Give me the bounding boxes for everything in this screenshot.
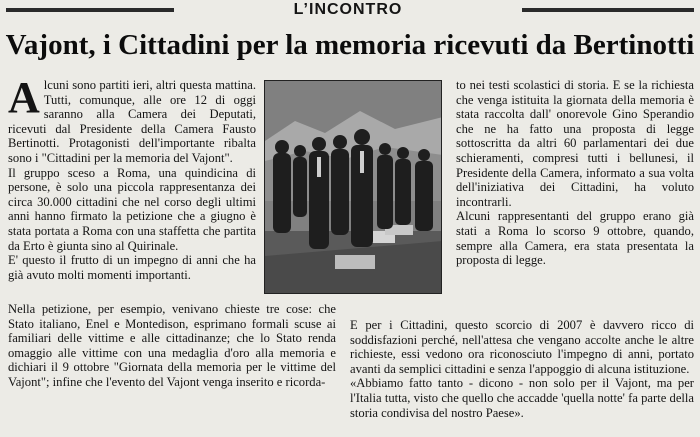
article-photo	[264, 80, 442, 294]
article-headline: Vajont, i Cittadini per la memoria ricevuti da Bertinotti	[5, 29, 695, 61]
article-paragraph: Alcuni rappresentanti del gruppo erano già stati a Roma lo scorso 9 ottobre, quando, sempre alla Camera, era stata presentata la proposta di legge.	[456, 209, 694, 268]
article-paragraph: «Abbiamo fatto tanto - dicono - non solo per il Vajont, ma per l'Italia tutta, visto che quello che accadde 'quella notte' fa parte della storia condivisa del nostro Paese».	[350, 376, 694, 420]
article-column-2	[456, 78, 694, 268]
article-paragraph: E per i Cittadini, questo scorcio di 2007 è davvero ricco di soddisfazioni perché, nell'attesa che vengano accolte anche le altre richieste, essi vedono ora riconosciuto l'impegno di anni, portato avanti da semplici cittadini e senza l'appoggio di alcuna istituzione.	[350, 318, 694, 376]
article-column-2-lower	[350, 318, 694, 420]
article-paragraph: Il gruppo sceso a Roma, una quindicina di persone, è solo una piccola rappresentanza dei circa 30.000 cittadini che nel corso degli ultimi anni hanno firmato la petizione che a giugno è stata portata a Roma con una staffetta che partita da Erto è giunta sino al Quirinale.	[8, 165, 256, 253]
article-paragraph: E' questo il frutto di un impegno di anni che ha già avuto molti momenti importanti.	[8, 253, 256, 282]
group-photo-illustration	[265, 81, 442, 294]
article-paragraph	[8, 73, 256, 166]
drop-cap: A	[8, 73, 40, 122]
article-paragraph: Nella petizione, per esempio, venivano chieste tre cose: che Stato italiano, Enel e Montedison, esprimano formali scuse ai familiari delle vittime e alle cittadinanze; che lo Stato renda omaggio alle vittime con una medaglia d'oro alla memoria e dichiari il 9 ottobre "Giornata della memoria per le vittime del Vajont"; infine che l'evento del Vajont venga inserito e ricorda-	[8, 302, 336, 389]
header-rule-right	[522, 8, 694, 12]
header-rule-left	[6, 8, 174, 12]
article-column-1	[8, 73, 256, 282]
section-kicker: L’INCONTRO	[293, 1, 403, 18]
article-paragraph: to nei testi scolastici di storia. E se la richiesta che venga istituita la giornata della memoria è stata raccolta dall' onorevole Gino Sperandio che ne ha fatto una proposta di legge sottoscritta da altri 60 parlamentari dei due schieramenti, compresi tutti i bellunesi, il Presidente della Camera, informato a sua volta dell'iniziativa dei Cittadini, ha voluto incontrarli.	[456, 78, 694, 209]
paragraph-text: lcuni sono partiti ieri, altri questa mattina. Tutti, comunque, alle ore 12 di oggi saranno alla Camera dei Deputati, ricevuti dal Presidente della Camera Fausto Bertinotti. Protagonisti dell'importante ribalta sono i "Cittadini per la memoria del Vajont".	[8, 78, 256, 165]
article-column-1-lower	[8, 302, 336, 390]
